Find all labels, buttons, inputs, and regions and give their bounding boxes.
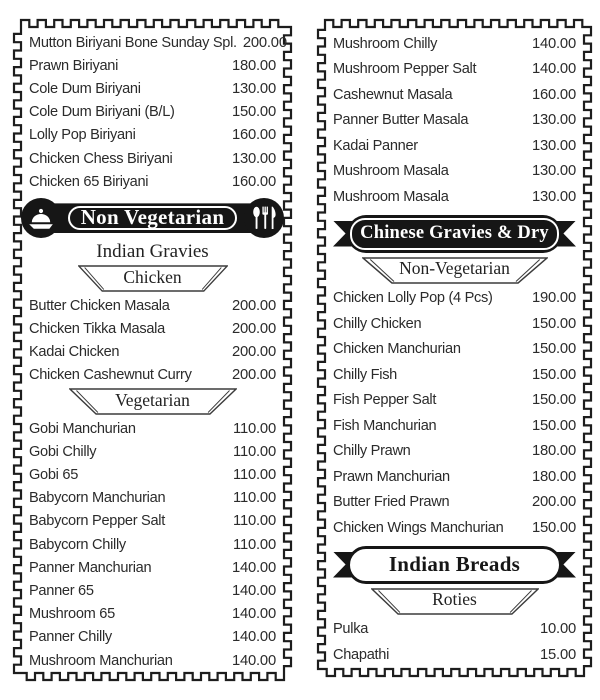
menu-item-row bbox=[29, 510, 276, 533]
item-price: 150.00 bbox=[231, 104, 276, 121]
item-name: Fish Pepper Salt bbox=[333, 392, 437, 409]
menu-panel-right bbox=[316, 18, 593, 678]
item-price: 190.00 bbox=[531, 290, 576, 307]
item-name: Mushroom Masala bbox=[333, 163, 449, 180]
menu-item-row bbox=[333, 31, 576, 57]
menu-item-row bbox=[29, 31, 287, 54]
menu-item-row bbox=[29, 417, 276, 440]
item-price: 160.00 bbox=[231, 127, 276, 144]
item-name: Mushroom 65 bbox=[29, 606, 115, 623]
menu-item-row bbox=[333, 108, 576, 134]
menu-item-row bbox=[29, 170, 276, 193]
item-price: 130.00 bbox=[531, 188, 576, 205]
ribbon-label: Chicken bbox=[123, 266, 182, 287]
item-name: Fish Manchurian bbox=[333, 417, 437, 434]
item-price: 180.00 bbox=[231, 57, 276, 74]
item-price: 200.00 bbox=[242, 34, 287, 51]
menu-item-row bbox=[333, 642, 576, 668]
item-name: Chilly Fish bbox=[333, 366, 398, 383]
right-panel-content bbox=[316, 18, 593, 678]
item-name: Kadai Panner bbox=[333, 137, 418, 154]
item-price: 10.00 bbox=[539, 621, 576, 638]
item-name: Chicken Chess Biriyani bbox=[29, 150, 173, 167]
item-name: Cole Dum Biriyani (B/L) bbox=[29, 104, 175, 121]
biriyani-list bbox=[29, 31, 287, 193]
menu-item-row bbox=[29, 294, 276, 317]
item-name: Pulka bbox=[333, 621, 369, 638]
item-price: 160.00 bbox=[531, 86, 576, 103]
item-name: Cole Dum Biriyani bbox=[29, 80, 141, 97]
item-price: 130.00 bbox=[231, 150, 276, 167]
item-price: 130.00 bbox=[531, 112, 576, 129]
vegetarian-list bbox=[29, 417, 276, 672]
item-price: 150.00 bbox=[531, 341, 576, 358]
item-name: Kadai Chicken bbox=[29, 344, 120, 361]
gravies-continued-list bbox=[333, 31, 576, 210]
item-name: Gobi Manchurian bbox=[29, 420, 136, 437]
item-name: Gobi Chilly bbox=[29, 443, 97, 460]
item-price: 150.00 bbox=[531, 315, 576, 332]
non-vegetarian-ribbon bbox=[362, 257, 548, 284]
item-price: 200.00 bbox=[531, 494, 576, 511]
chicken-gravies-list bbox=[29, 294, 276, 387]
menu-item-row bbox=[333, 388, 576, 414]
item-name: Cashewnut Masala bbox=[333, 86, 453, 103]
item-name: Chilly Chicken bbox=[333, 315, 422, 332]
chinese-gravies-banner bbox=[333, 215, 576, 253]
menu-item-row bbox=[333, 286, 576, 312]
menu-panel-left bbox=[12, 18, 293, 682]
item-name: Babycorn Pepper Salt bbox=[29, 513, 165, 530]
item-name: Chicken 65 Biriyani bbox=[29, 173, 149, 190]
menu-item-row bbox=[29, 556, 276, 579]
chinese-list bbox=[333, 286, 576, 541]
item-name: Panner Chilly bbox=[29, 629, 112, 646]
item-price: 150.00 bbox=[531, 366, 576, 383]
item-price: 110.00 bbox=[233, 513, 276, 530]
item-name: Panner 65 bbox=[29, 582, 94, 599]
item-price: 140.00 bbox=[531, 61, 576, 78]
non-vegetarian-banner bbox=[21, 198, 284, 238]
menu-item-row bbox=[29, 54, 276, 77]
item-name: Panner Manchurian bbox=[29, 559, 152, 576]
item-name: Chicken Lolly Pop (4 Pcs) bbox=[333, 290, 493, 307]
item-price: 110.00 bbox=[233, 536, 276, 553]
item-price: 150.00 bbox=[531, 519, 576, 536]
item-price: 140.00 bbox=[231, 652, 276, 669]
menu-item-row bbox=[333, 311, 576, 337]
item-name: Panner Butter Masala bbox=[333, 112, 469, 129]
menu-item-row bbox=[29, 533, 276, 556]
menu-item-row bbox=[29, 626, 276, 649]
roties-ribbon bbox=[371, 588, 539, 615]
item-price: 15.00 bbox=[539, 646, 576, 663]
item-price: 200.00 bbox=[231, 297, 276, 314]
menu-item-row bbox=[29, 318, 276, 341]
item-name: Babycorn Chilly bbox=[29, 536, 126, 553]
menu-item-row bbox=[29, 487, 276, 510]
ribbon-label: Non-Vegetarian bbox=[399, 258, 510, 278]
item-name: Chicken Manchurian bbox=[333, 341, 461, 358]
item-name: Chicken Wings Manchurian bbox=[333, 519, 504, 536]
item-price: 180.00 bbox=[531, 443, 576, 460]
banner-title: Non Vegetarian bbox=[80, 205, 225, 230]
banner-title: Chinese Gravies & Dry bbox=[360, 222, 549, 243]
item-name: Chilly Prawn bbox=[333, 443, 411, 460]
breads-list bbox=[333, 617, 576, 668]
item-price: 130.00 bbox=[531, 163, 576, 180]
indian-breads-banner bbox=[333, 546, 576, 584]
item-price: 110.00 bbox=[233, 420, 276, 437]
menu-item-row bbox=[333, 82, 576, 108]
menu-item-row bbox=[333, 464, 576, 490]
item-price: 200.00 bbox=[231, 367, 276, 384]
menu-item-row bbox=[333, 515, 576, 541]
menu-item-row bbox=[333, 362, 576, 388]
menu-item-row bbox=[29, 77, 276, 100]
menu-item-row bbox=[29, 463, 276, 486]
menu-item-row bbox=[333, 57, 576, 83]
menu-item-row bbox=[29, 101, 276, 124]
item-price: 130.00 bbox=[531, 137, 576, 154]
item-price: 140.00 bbox=[231, 606, 276, 623]
menu-item-row bbox=[29, 124, 276, 147]
item-name: Prawn Manchurian bbox=[333, 468, 450, 485]
item-price: 150.00 bbox=[531, 392, 576, 409]
item-price: 110.00 bbox=[233, 467, 276, 484]
item-name: Chicken Tikka Masala bbox=[29, 321, 165, 338]
menu-item-row bbox=[333, 337, 576, 363]
menu-item-row bbox=[29, 649, 276, 672]
ribbon-label: Roties bbox=[432, 589, 477, 609]
item-name: Mushroom Masala bbox=[333, 188, 449, 205]
item-name: Lolly Pop Biriyani bbox=[29, 127, 136, 144]
menu-item-row bbox=[29, 341, 276, 364]
item-price: 140.00 bbox=[231, 629, 276, 646]
item-name: Butter Fried Prawn bbox=[333, 494, 450, 511]
menu-item-row bbox=[29, 440, 276, 463]
item-price: 110.00 bbox=[233, 443, 276, 460]
menu-item-row bbox=[333, 490, 576, 516]
item-name: Chapathi bbox=[333, 646, 390, 663]
item-name: Gobi 65 bbox=[29, 467, 79, 484]
menu-item-row bbox=[29, 364, 276, 387]
menu-item-row bbox=[333, 439, 576, 465]
left-panel-content bbox=[12, 18, 293, 682]
item-price: 150.00 bbox=[531, 417, 576, 434]
vegetarian-ribbon bbox=[69, 388, 237, 415]
menu-item-row bbox=[333, 413, 576, 439]
item-price: 140.00 bbox=[231, 582, 276, 599]
ribbon-label: Vegetarian bbox=[115, 389, 190, 410]
menu-item-row bbox=[333, 617, 576, 643]
menu-item-row bbox=[29, 603, 276, 626]
item-price: 200.00 bbox=[231, 344, 276, 361]
item-price: 140.00 bbox=[531, 35, 576, 52]
item-price: 130.00 bbox=[231, 80, 276, 97]
menu-item-row bbox=[333, 159, 576, 185]
item-name: Mushroom Chilly bbox=[333, 35, 438, 52]
menu-item-row bbox=[29, 579, 276, 602]
item-name: Mushroom Manchurian bbox=[29, 652, 173, 669]
menu-item-row bbox=[333, 133, 576, 159]
banner-title: Indian Breads bbox=[388, 551, 521, 576]
item-name: Mushroom Pepper Salt bbox=[333, 61, 477, 78]
menu-item-row bbox=[29, 147, 276, 170]
item-price: 200.00 bbox=[231, 321, 276, 338]
section-subtitle: Indian Gravies bbox=[96, 241, 209, 263]
item-name: Babycorn Manchurian bbox=[29, 490, 166, 507]
item-name: Prawn Biriyani bbox=[29, 57, 119, 74]
item-price: 160.00 bbox=[231, 173, 276, 190]
chicken-ribbon bbox=[78, 265, 228, 292]
item-name: Chicken Cashewnut Curry bbox=[29, 367, 192, 384]
item-name: Mutton Biriyani Bone Sunday Spl. bbox=[29, 34, 237, 51]
item-price: 180.00 bbox=[531, 468, 576, 485]
item-price: 110.00 bbox=[233, 490, 276, 507]
menu-item-row bbox=[333, 184, 576, 210]
item-name: Butter Chicken Masala bbox=[29, 297, 170, 314]
item-price: 140.00 bbox=[231, 559, 276, 576]
